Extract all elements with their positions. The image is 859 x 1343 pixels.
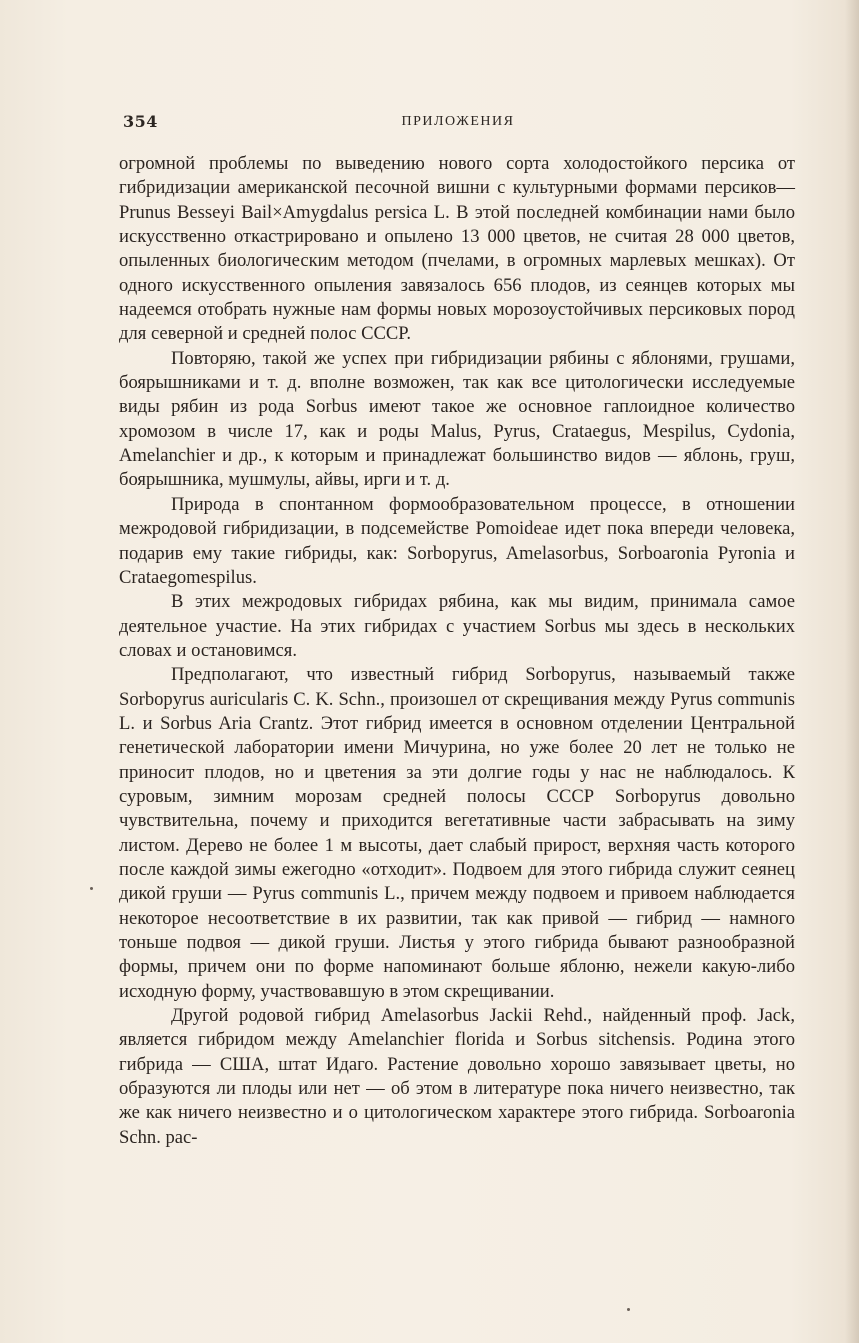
running-head-title: ПРИЛОЖЕНИЯ <box>401 114 515 129</box>
paragraph-6: Другой родовой гибрид Amelasorbus Jackii Rehd., найденный проф. Jack, является гибридом между Amelanchier florida и Sorbus sitchensis. Родина этого гибрида — США, штат Идаго. Растение довольно хорошо завязывает цветы, но образуются ли плоды или нет — об этом в литературе пока ничего неизвестно, так же как ничего неизвестно и о цитологическом характере этого гибрида. Sorboaronia Schn. рас- <box>119 1005 795 1148</box>
page-number: 354 <box>123 112 158 131</box>
paragraph-5: Предполагают, что известный гибрид Sorbopyrus, называемый также Sorbopyrus auricularis C. K. Schn., произошел от скрещивания между Pyrus communis L. и Sorbus Aria Crantz. Этот гибрид имеется в основном отделении Центральной генетической лаборатории имени Мичурина, но уже более 20 лет не только не приносит плодов, но и цветения за эти долгие годы у нас не наблюдалось. К суровым, зимним морозам средней полосы СССР Sorbopyrus довольно чувствительна, почему и приходится вегетативные части забрасывать на зиму листом. Дерево не более 1 м высоты, дает слабый прирост, верхняя часть которого после каждой зимы ежегодно «отходит». Подвоем для этого гибрида служит сеянец дикой груши — Pyrus communis L., причем между подвоем и привоем наблюдается некоторое несоответствие в их развитии, так как привой — гибрид — намного тоньше подвоя — дикой груши. Листья у этого гибрида бывают разнообразной формы, причем они по форме напоминают больше яблоню, нежели какую-либо исходную форму, участвовавшую в этом скрещивании. <box>119 664 795 1002</box>
paragraph-3: Природа в спонтанном формообразовательном процессе, в отношении межродовой гибридизации, в подсемействе Pomoideae идет пока впереди человека, подарив ему такие гибриды, как: Sorbopyrus, Amelasorbus, Sorboaronia Pyronia и Crataegomespilus. <box>119 493 795 588</box>
paragraph-2: Повторяю, такой же успех при гибридизации рябины с яблонями, грушами, боярышниками и т. д. вполне возможен, так как все цитологически исследуемые виды рябин из рода Sorbus имеют такое же основное гаплоидное количество хромозом в числе 17, как и роды Malus, Pyrus, Crataegus, Mespilus, Cydonia, Amelanchier и др., к которым и принадлежат большинство видов — яблонь, груш, боярышника, мушмулы, айвы, ирги и т. д. <box>119 347 795 491</box>
paragraph-1: огромной проблемы по выведению нового сорта холодостойкого персика от гибридизации американской песочной вишни с культурными формами персиков—Prunus Besseyi Bail×Amygdalus persica L. В этой последней комбинации нами было искусственно откастрировано и опылено 13 000 цветов, не считая 28 000 цветов, опыленных биологическим методом (пчелами, в огромных марлевых мешках). От одного искусственного опыления завязалось 656 плодов, из сеянцев которых мы надеемся отобрать нужные нам формы новых морозоустойчивых персиковых пород для северной и средней полос СССР. <box>119 153 795 345</box>
scan-speck <box>90 887 93 890</box>
body-text <box>119 152 795 1150</box>
running-head <box>123 112 793 134</box>
page-spine-shadow <box>845 0 859 1343</box>
scan-speck <box>627 1308 630 1311</box>
paragraph-4: В этих межродовых гибридах рябина, как мы видим, принимала самое деятельное участие. На этих гибридах с участием Sorbus мы здесь в нескольких словах и остановимся. <box>119 591 795 661</box>
